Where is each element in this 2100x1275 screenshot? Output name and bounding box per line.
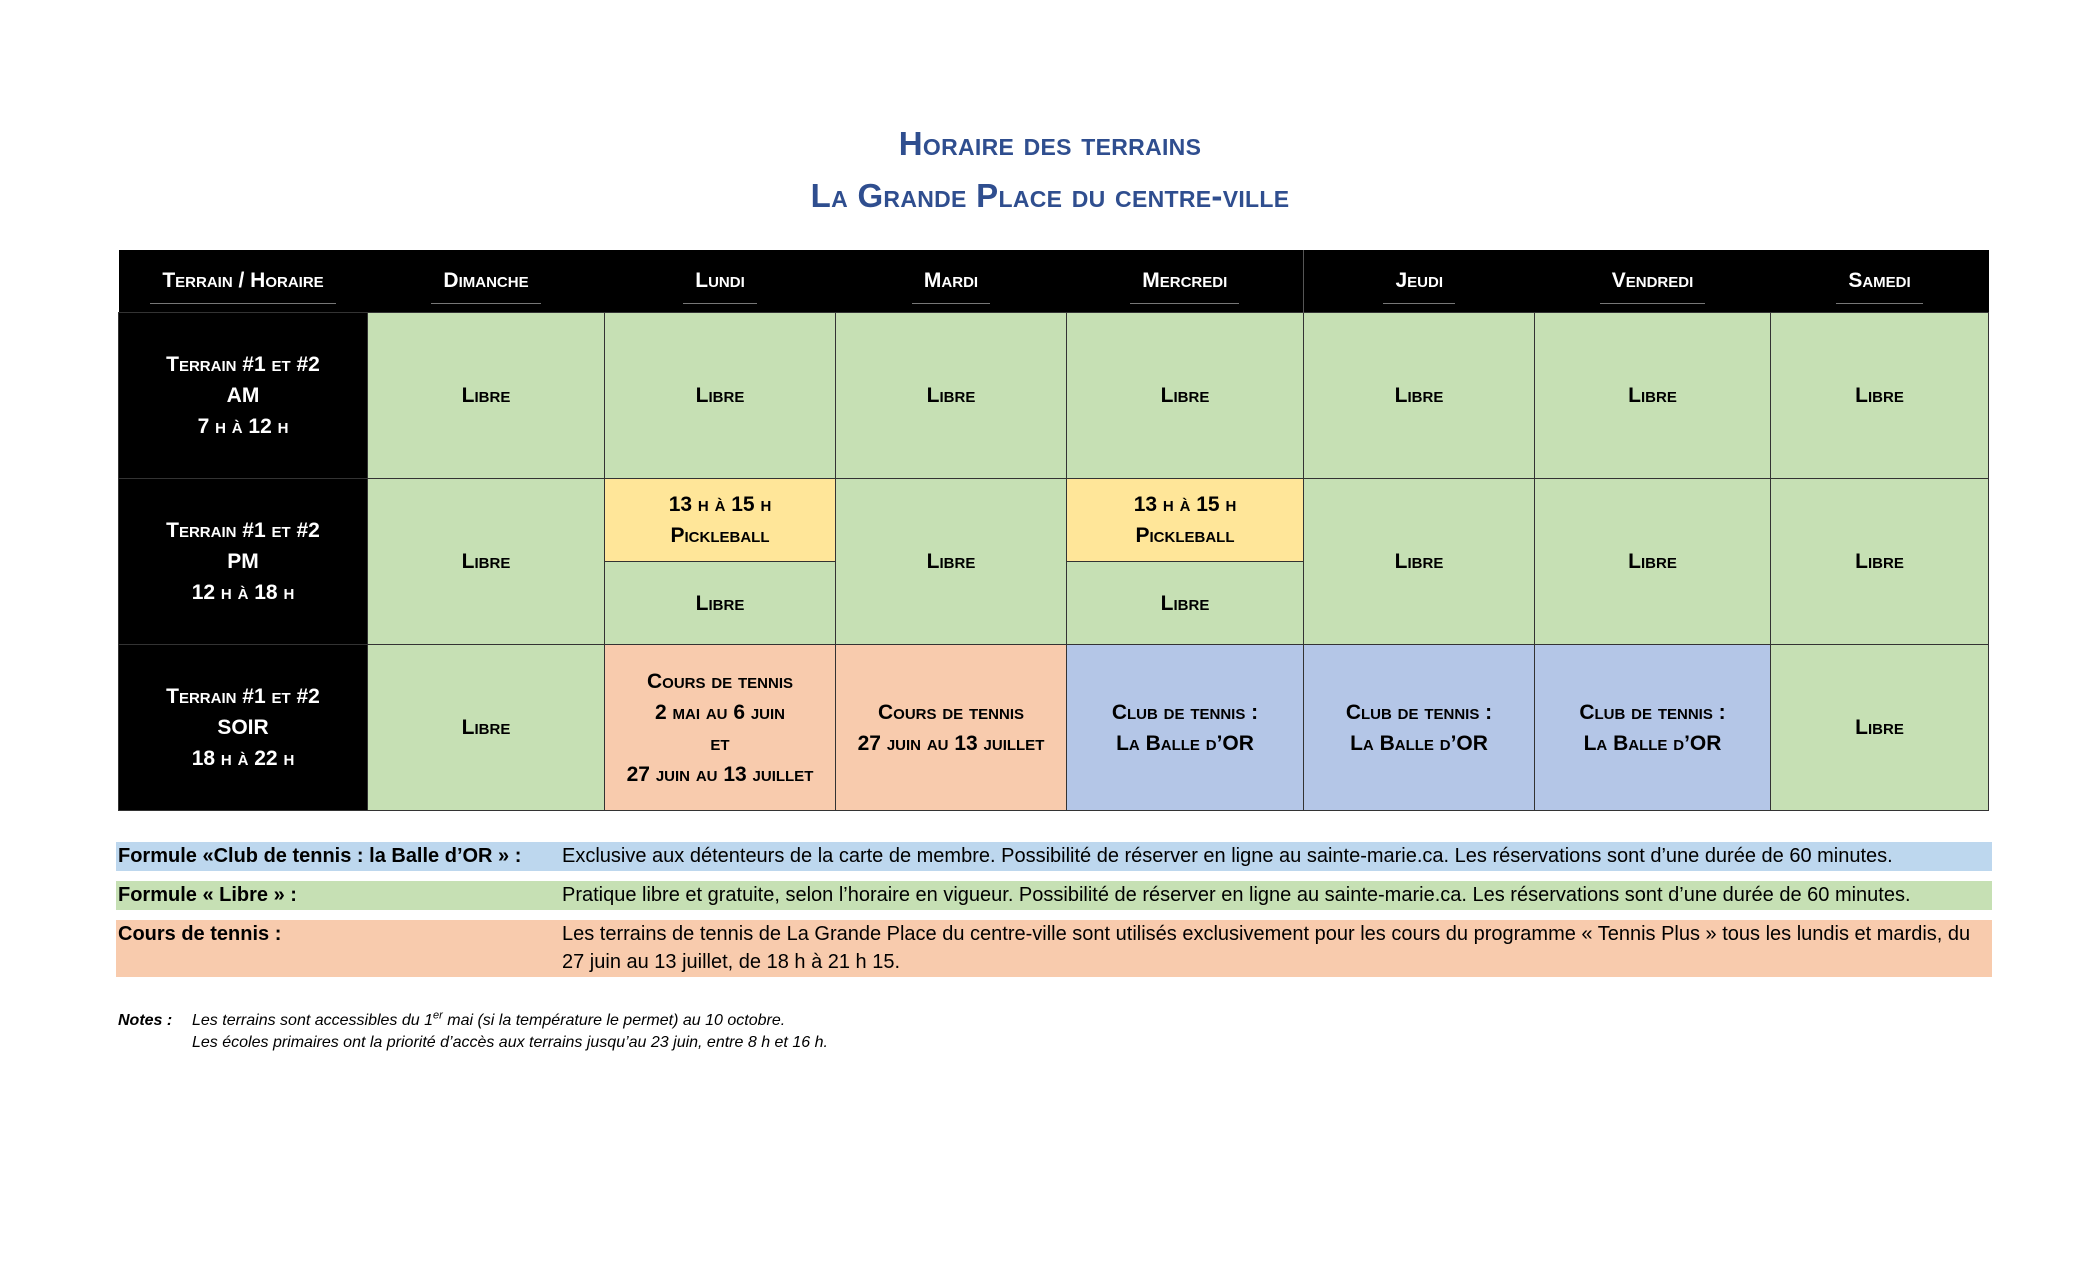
row-header-pm: Terrain #1 et #2 PM 12 h à 18 h	[119, 479, 368, 645]
legend-cours-text: Les terrains de tennis de La Grande Place du centre-ville sont utilisés exclusivement pour les cours du programme « Tennis Plus » tous les lundis et mardis, du 27 juin au 13 juillet, de 18 h à 21 h 15.	[562, 923, 1971, 973]
header-lundi: Lundi	[605, 250, 836, 313]
notes-label: Notes :	[118, 1012, 173, 1030]
row-header-soir: Terrain #1 et #2 SOIR 18 h à 22 h	[119, 645, 368, 811]
cell-pm-jeudi: Libre	[1304, 479, 1535, 645]
cell-pm-dimanche: Libre	[368, 479, 605, 645]
cell-am-vendredi: Libre	[1535, 313, 1771, 479]
cell-am-mercredi: Libre	[1067, 313, 1304, 479]
header-terrain: Terrain / Horaire	[119, 250, 368, 313]
table-row-am	[119, 313, 1989, 479]
note-1: Les terrains sont accessibles du 1er mai (si la température le permet) au 10 octobre.	[192, 1010, 786, 1030]
legend-club-label: Formule «Club de tennis : la Balle d’OR » :	[118, 845, 522, 867]
schedule-table	[118, 250, 1989, 811]
cell-pm-lundi-free: Libre	[605, 562, 836, 645]
header-samedi: Samedi	[1771, 250, 1989, 313]
header-dimanche: Dimanche	[368, 250, 605, 313]
titles	[0, 118, 2100, 222]
page-title: Horaire des terrains	[898, 125, 1202, 162]
page-subtitle: La Grande Place du centre-ville	[810, 177, 1290, 214]
legend-cours	[116, 920, 1992, 977]
legend-cours-label: Cours de tennis :	[118, 923, 282, 945]
table-row-soir	[119, 645, 1989, 811]
cell-am-dimanche: Libre	[368, 313, 605, 479]
cell-soir-dimanche: Libre	[368, 645, 605, 811]
header-row	[119, 250, 1989, 313]
cell-pm-mardi: Libre	[836, 479, 1067, 645]
cell-soir-mercredi: Club de tennis : La Balle d’OR	[1067, 645, 1304, 811]
legend-libre-text: Pratique libre et gratuite, selon l’horaire en vigueur. Possibilité de réserver en ligne au sainte-marie.ca. Les réservations sont d’une durée de 60 minutes.	[562, 884, 1911, 906]
legend-libre	[116, 881, 1992, 910]
cell-am-mardi: Libre	[836, 313, 1067, 479]
header-jeudi: Jeudi	[1304, 250, 1535, 313]
cell-soir-jeudi: Club de tennis : La Balle d’OR	[1304, 645, 1535, 811]
cell-soir-mardi: Cours de tennis 27 juin au 13 juillet	[836, 645, 1067, 811]
cell-pm-mercredi-pickleball: 13 h à 15 h Pickleball	[1067, 479, 1304, 562]
cell-soir-vendredi: Club de tennis : La Balle d’OR	[1535, 645, 1771, 811]
row-header-am: Terrain #1 et #2 AM 7 h à 12 h	[119, 313, 368, 479]
cell-am-lundi: Libre	[605, 313, 836, 479]
cell-pm-vendredi: Libre	[1535, 479, 1771, 645]
header-mardi: Mardi	[836, 250, 1067, 313]
cell-am-jeudi: Libre	[1304, 313, 1535, 479]
header-mercredi: Mercredi	[1067, 250, 1304, 313]
legend-libre-label: Formule « Libre » :	[118, 884, 297, 906]
table-row-pm	[119, 479, 1989, 562]
cell-am-samedi: Libre	[1771, 313, 1989, 479]
legend-club	[116, 842, 1992, 871]
cell-pm-mercredi-free: Libre	[1067, 562, 1304, 645]
note-2: Les écoles primaires ont la priorité d’accès aux terrains jusqu’au 23 juin, entre 8 h et 16 h.	[192, 1034, 828, 1052]
header-vendredi: Vendredi	[1535, 250, 1771, 313]
cell-pm-lundi-pickleball: 13 h à 15 h Pickleball	[605, 479, 836, 562]
notes	[118, 1005, 828, 1054]
cell-soir-lundi: Cours de tennis 2 mai au 6 juin et 27 juin au 13 juillet	[605, 645, 836, 811]
cell-soir-samedi: Libre	[1771, 645, 1989, 811]
legend-club-text: Exclusive aux détenteurs de la carte de membre. Possibilité de réserver en ligne au sainte-marie.ca. Les réservations sont d’une durée de 60 minutes.	[562, 845, 1893, 867]
cell-pm-samedi: Libre	[1771, 479, 1989, 645]
